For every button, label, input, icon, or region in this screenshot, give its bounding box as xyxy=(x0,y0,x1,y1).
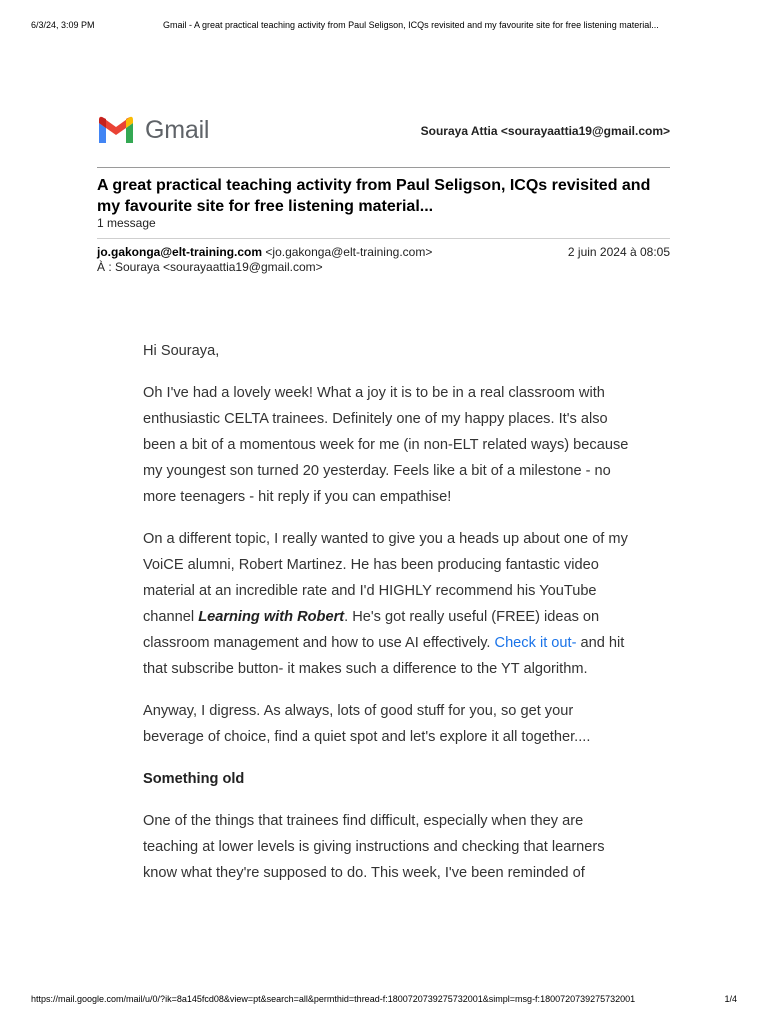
paragraph: Oh I've had a lovely week! What a joy it is to be in a real classroom with enthusiastic CELTA trainees. Definitely one of my happy places. It's also been a bit of a momentous week for me (in non-ELT related ways) because my youngest son turned 20 yesterday. Feels like a bit of a milestone - no more teenagers - hit reply if you can empathise! xyxy=(143,385,629,505)
print-header xyxy=(0,0,768,40)
account-label: Souraya Attia <sourayaattia19@gmail.com> xyxy=(420,124,670,138)
gmail-wordmark: Gmail xyxy=(145,115,210,144)
divider xyxy=(97,167,670,168)
paragraph: One of the things that trainees find difficult, especially when they are teaching at lower levels is giving instructions and checking that learners know what they're supposed to do. This week, I've been reminded of xyxy=(143,813,605,881)
message-count: 1 message xyxy=(97,216,156,230)
message-body xyxy=(143,338,633,902)
gmail-logo xyxy=(97,114,217,146)
sender-line xyxy=(97,245,432,259)
sender-email: jo.gakonga@elt-training.com xyxy=(97,245,263,259)
gmail-m-icon xyxy=(97,116,135,144)
paragraph-text: and hit that subscribe button- it makes such a difference to the YT algorithm. xyxy=(143,635,625,677)
print-datetime: 6/3/24, 3:09 PM xyxy=(31,20,95,30)
paragraph-text: . He's got really useful (FREE) ideas on classroom management and how to use AI effectively. xyxy=(143,609,600,651)
recipient-line: À : Souraya <sourayaattia19@gmail.com> xyxy=(97,260,323,274)
page-number: 1/4 xyxy=(724,994,737,1004)
channel-name: Learning with Robert xyxy=(198,609,345,625)
print-url: https://mail.google.com/mail/u/0/?ik=8a145fcd08&view=pt&search=all&permthid=thread-f:1800720739275732001&simpl=msg-f:1800720739275732001 xyxy=(31,994,636,1004)
print-title: Gmail - A great practical teaching activity from Paul Seligson, ICQs revisited and my favourite site for free listening material... xyxy=(163,20,659,30)
greeting: Hi Souraya, xyxy=(143,343,220,359)
sender-address: <jo.gakonga@elt-training.com> xyxy=(265,245,433,259)
message-date: 2 juin 2024 à 08:05 xyxy=(567,245,670,259)
paragraph: Anyway, I digress. As always, lots of good stuff for you, so get your beverage of choice, find a quiet spot and let's explore it all together.... xyxy=(143,703,591,745)
paragraph xyxy=(143,526,633,682)
check-it-out-link[interactable]: Check it out- xyxy=(494,635,577,651)
paragraph-text: On a different topic, I really wanted to give you a heads up about one of my VoiCE alumni, Robert Martinez. He has been producing fantastic video material at an incredible rate and I'd HIGHLY recommend his YouTube channel xyxy=(143,531,628,625)
divider xyxy=(97,238,670,239)
section-heading: Something old xyxy=(143,771,245,787)
thread-subject: A great practical teaching activity from Paul Seligson, ICQs revisited and my favourite site for free listening material... xyxy=(97,177,651,215)
print-footer xyxy=(0,994,768,1008)
